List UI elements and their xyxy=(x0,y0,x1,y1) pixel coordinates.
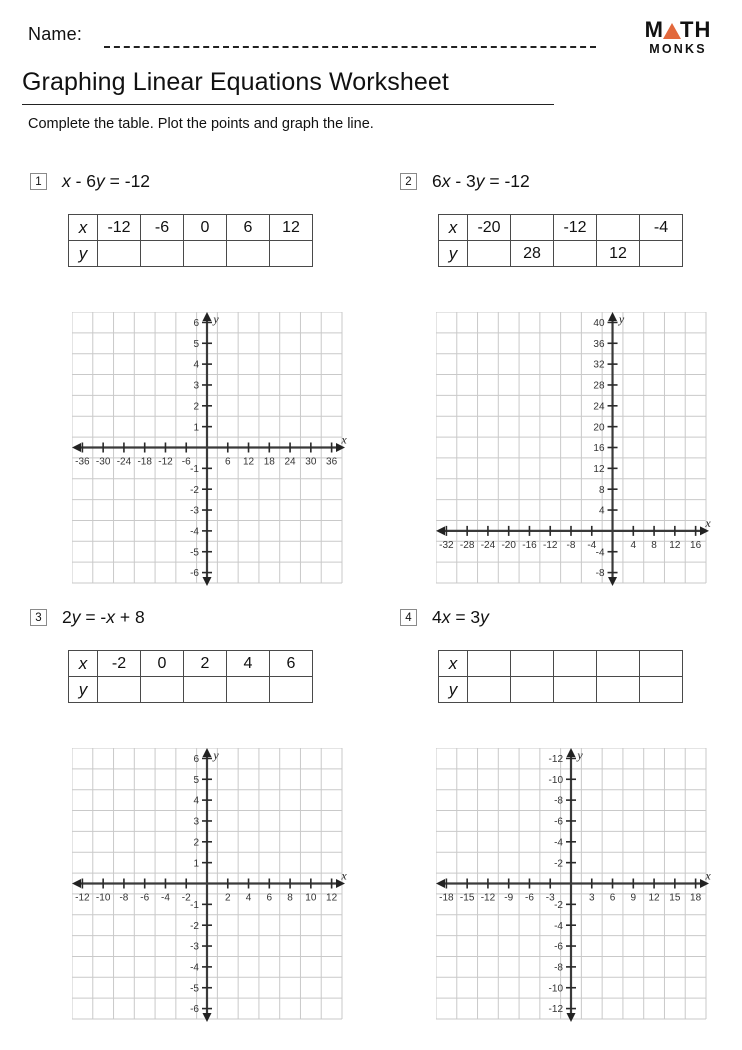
cell-x-2[interactable] xyxy=(554,651,597,677)
row-header-x: x xyxy=(69,215,98,241)
x-tick-label: -8 xyxy=(119,892,129,904)
problem-number-3: 3 xyxy=(30,609,47,626)
cell-y-0[interactable] xyxy=(98,241,141,267)
name-label: Name: xyxy=(28,24,83,44)
x-tick-label: -6 xyxy=(181,456,191,468)
table-row-x xyxy=(439,215,683,241)
y-tick-label: 5 xyxy=(193,338,199,350)
y-axis-label: y xyxy=(577,748,583,762)
y-axis-label: y xyxy=(618,312,625,326)
y-tick-label: 1 xyxy=(193,422,199,434)
x-tick-label: 36 xyxy=(326,456,338,468)
cell-y-2[interactable] xyxy=(554,241,597,267)
cell-x-0[interactable]: -2 xyxy=(98,651,141,677)
row-header-y: y xyxy=(69,677,98,703)
logo-letters-th: TH xyxy=(680,17,712,42)
cell-y-4[interactable] xyxy=(640,241,683,267)
x-tick-label: -28 xyxy=(459,539,475,551)
x-tick-label: -12 xyxy=(480,892,496,904)
y-tick-label: -2 xyxy=(190,484,199,496)
x-tick-label: 6 xyxy=(224,456,231,468)
coordinate-grid-svg xyxy=(72,312,358,597)
problem-4-heading xyxy=(400,602,740,632)
y-tick-label: -4 xyxy=(554,920,563,932)
y-tick-label: 6 xyxy=(193,318,199,330)
y-tick-label: 3 xyxy=(193,380,199,392)
coordinate-grid-2[interactable] xyxy=(436,312,722,602)
cell-y-0[interactable] xyxy=(468,677,511,703)
cell-y-2[interactable] xyxy=(184,677,227,703)
y-tick-label: 12 xyxy=(593,463,605,475)
cell-x-0[interactable]: -12 xyxy=(98,215,141,241)
x-tick-label: -32 xyxy=(439,539,454,551)
problem-3 xyxy=(30,602,370,699)
cell-x-1[interactable]: -6 xyxy=(141,215,184,241)
cell-y-3[interactable] xyxy=(227,677,270,703)
problem-1 xyxy=(30,166,370,263)
logo-letter-m: M xyxy=(644,17,664,42)
x-tick-label: -9 xyxy=(504,892,514,904)
x-tick-label: 6 xyxy=(609,892,616,904)
cell-y-3[interactable]: 12 xyxy=(597,241,640,267)
x-tick-label: -12 xyxy=(75,892,90,904)
cell-x-2[interactable]: -12 xyxy=(554,215,597,241)
cell-y-3[interactable] xyxy=(597,677,640,703)
y-tick-label: 5 xyxy=(193,774,199,786)
x-axis-label: x xyxy=(341,432,347,447)
x-tick-label: -8 xyxy=(566,539,576,551)
x-tick-label: -16 xyxy=(522,539,537,551)
x-axis-label: x xyxy=(705,868,711,883)
row-header-y: y xyxy=(439,677,468,703)
x-tick-label: -4 xyxy=(587,539,597,551)
coordinate-grid-svg xyxy=(436,748,722,1033)
problem-number-1: 1 xyxy=(30,173,47,190)
x-tick-label: -36 xyxy=(75,456,90,468)
title-divider xyxy=(22,104,554,105)
y-tick-label: -12 xyxy=(548,1004,563,1016)
cell-x-1[interactable]: 0 xyxy=(141,651,184,677)
problem-2 xyxy=(400,166,740,263)
cell-y-1[interactable] xyxy=(141,677,184,703)
y-tick-label: -6 xyxy=(190,568,199,580)
table-row-y xyxy=(439,677,683,703)
cell-x-2[interactable]: 2 xyxy=(184,651,227,677)
x-tick-label: -12 xyxy=(158,456,173,468)
coordinate-grid-1[interactable] xyxy=(72,312,358,602)
x-tick-label: -24 xyxy=(480,539,496,551)
value-table-3 xyxy=(68,650,313,703)
cell-y-3[interactable] xyxy=(227,241,270,267)
cell-x-3[interactable] xyxy=(597,651,640,677)
x-tick-label: 6 xyxy=(266,892,273,904)
y-tick-label: 32 xyxy=(593,359,605,371)
y-tick-label: -4 xyxy=(190,962,199,974)
y-tick-label: 8 xyxy=(598,484,605,496)
y-axis-label: y xyxy=(213,748,219,762)
coordinate-grid-3[interactable] xyxy=(72,748,358,1038)
cell-x-2[interactable]: 0 xyxy=(184,215,227,241)
cell-y-2[interactable] xyxy=(554,677,597,703)
cell-x-3[interactable]: 6 xyxy=(227,215,270,241)
y-tick-label: 1 xyxy=(193,858,199,870)
x-tick-label: -18 xyxy=(439,892,454,904)
y-tick-label: -8 xyxy=(554,795,563,807)
coordinate-grid-svg xyxy=(72,748,358,1033)
y-tick-label: -4 xyxy=(554,837,563,849)
problem-equation-2: 6x - 3y = -12 xyxy=(432,170,530,191)
row-header-y: y xyxy=(439,241,468,267)
table-row-y xyxy=(69,241,313,267)
x-tick-label: 18 xyxy=(690,892,702,904)
y-tick-label: 4 xyxy=(193,795,199,807)
x-tick-label: 2 xyxy=(224,892,231,904)
value-table-2 xyxy=(438,214,683,267)
value-table-1 xyxy=(68,214,313,267)
y-tick-label: 20 xyxy=(593,422,605,434)
x-tick-label: 24 xyxy=(284,456,296,468)
x-tick-label: 16 xyxy=(690,539,702,551)
cell-y-1[interactable] xyxy=(141,241,184,267)
x-tick-label: 12 xyxy=(242,456,255,468)
cell-x-4[interactable] xyxy=(640,651,683,677)
problem-equation-4: 4x = 3y xyxy=(432,606,489,627)
x-axis-label: x xyxy=(705,515,711,530)
y-tick-label: 24 xyxy=(593,401,605,413)
y-tick-label: -3 xyxy=(190,505,199,517)
y-tick-label: 28 xyxy=(593,380,605,392)
y-tick-label: -6 xyxy=(190,1004,199,1016)
x-tick-label: -12 xyxy=(543,539,558,551)
x-tick-label: 12 xyxy=(648,892,660,904)
y-tick-label: -4 xyxy=(595,547,605,559)
problem-2-heading xyxy=(400,166,740,196)
x-tick-label: -6 xyxy=(140,892,150,904)
logo-monks-text: MONKS xyxy=(649,42,707,56)
y-tick-label: 16 xyxy=(593,443,605,455)
coordinate-grid-svg xyxy=(436,312,722,597)
x-tick-label: -30 xyxy=(95,456,111,468)
cell-y-1[interactable]: 28 xyxy=(511,241,554,267)
cell-x-4[interactable]: 6 xyxy=(270,651,313,677)
cell-x-0[interactable]: -20 xyxy=(468,215,511,241)
problem-number-2: 2 xyxy=(400,173,417,190)
y-tick-label: -2 xyxy=(554,858,563,870)
y-tick-label: -10 xyxy=(548,774,563,786)
y-tick-label: 36 xyxy=(593,338,605,350)
cell-y-4[interactable] xyxy=(640,677,683,703)
x-tick-label: 18 xyxy=(263,456,275,468)
y-tick-label: 6 xyxy=(193,754,199,766)
y-tick-label: 4 xyxy=(598,505,605,517)
x-tick-label: -15 xyxy=(459,892,475,904)
x-tick-label: 12 xyxy=(669,539,681,551)
y-tick-label: 2 xyxy=(193,837,199,849)
problem-equation-1: x - 6y = -12 xyxy=(62,170,151,191)
row-header-x: x xyxy=(439,651,468,677)
y-tick-label: -6 xyxy=(554,941,563,953)
problem-equation-3: 2y = -x + 8 xyxy=(62,606,145,627)
x-tick-label: -3 xyxy=(545,892,555,904)
name-input-line[interactable] xyxy=(104,46,596,48)
cell-y-2[interactable] xyxy=(184,241,227,267)
y-tick-label: -4 xyxy=(190,526,199,538)
problem-number-4: 4 xyxy=(400,609,417,626)
x-tick-label: -20 xyxy=(501,539,516,551)
table-row-x xyxy=(69,215,313,241)
x-tick-label: 9 xyxy=(630,892,637,904)
y-tick-label: -5 xyxy=(190,983,199,995)
x-tick-label: -24 xyxy=(116,456,132,468)
y-tick-label: -2 xyxy=(190,920,199,932)
triangle-icon xyxy=(663,23,681,39)
value-table-4 xyxy=(438,650,683,703)
y-tick-label: 4 xyxy=(193,359,199,371)
y-tick-label: -8 xyxy=(595,568,605,580)
logo-math-text xyxy=(645,18,712,42)
cell-x-3[interactable]: 4 xyxy=(227,651,270,677)
y-tick-label: -2 xyxy=(554,899,563,911)
y-tick-label: -6 xyxy=(554,816,563,828)
y-tick-label: 40 xyxy=(593,318,605,330)
cell-x-1[interactable] xyxy=(511,215,554,241)
page-title: Graphing Linear Equations Worksheet xyxy=(22,68,449,96)
cell-y-0[interactable] xyxy=(98,677,141,703)
row-header-x: x xyxy=(439,215,468,241)
cell-x-0[interactable] xyxy=(468,651,511,677)
x-tick-label: 4 xyxy=(245,892,252,904)
x-tick-label: 12 xyxy=(326,892,338,904)
worksheet-header xyxy=(0,0,742,132)
x-tick-label: 3 xyxy=(588,892,595,904)
y-tick-label: -8 xyxy=(554,962,563,974)
x-tick-label: 4 xyxy=(630,539,637,551)
problem-4 xyxy=(400,602,740,699)
x-tick-label: -4 xyxy=(161,892,170,904)
x-tick-label: 15 xyxy=(669,892,681,904)
x-tick-label: 8 xyxy=(651,539,657,551)
y-tick-label: -5 xyxy=(190,547,199,559)
cell-x-4[interactable]: -4 xyxy=(640,215,683,241)
x-tick-label: -2 xyxy=(181,892,191,904)
row-header-x: x xyxy=(69,651,98,677)
table-row-x xyxy=(439,651,683,677)
x-tick-label: -10 xyxy=(95,892,111,904)
cell-x-4[interactable]: 12 xyxy=(270,215,313,241)
problem-1-heading xyxy=(30,166,370,196)
x-tick-label: 8 xyxy=(287,892,293,904)
table-row-y xyxy=(69,677,313,703)
x-tick-label: -6 xyxy=(525,892,534,904)
y-tick-label: -1 xyxy=(190,463,199,475)
y-tick-label: -3 xyxy=(190,941,199,953)
problem-3-heading xyxy=(30,602,370,632)
coordinate-grid-4[interactable] xyxy=(436,748,722,1038)
cell-y-4[interactable] xyxy=(270,677,313,703)
cell-x-1[interactable] xyxy=(511,651,554,677)
x-tick-label: 10 xyxy=(305,892,317,904)
y-tick-label: 2 xyxy=(193,401,199,413)
y-tick-label: -12 xyxy=(548,754,563,766)
table-row-y xyxy=(439,241,683,267)
y-tick-label: -10 xyxy=(548,983,563,995)
y-axis-label: y xyxy=(213,312,219,326)
math-monks-logo xyxy=(636,18,720,62)
row-header-y: y xyxy=(69,241,98,267)
instructions-text: Complete the table. Plot the points and graph the line. xyxy=(28,116,374,132)
cell-x-3[interactable] xyxy=(597,215,640,241)
x-tick-label: 30 xyxy=(305,456,317,468)
y-tick-label: -1 xyxy=(190,899,199,911)
x-tick-label: -18 xyxy=(137,456,152,468)
y-tick-label: 3 xyxy=(193,816,199,828)
cell-y-4[interactable] xyxy=(270,241,313,267)
cell-y-1[interactable] xyxy=(511,677,554,703)
table-row-x xyxy=(69,651,313,677)
cell-y-0[interactable] xyxy=(468,241,511,267)
x-axis-label: x xyxy=(341,868,347,883)
